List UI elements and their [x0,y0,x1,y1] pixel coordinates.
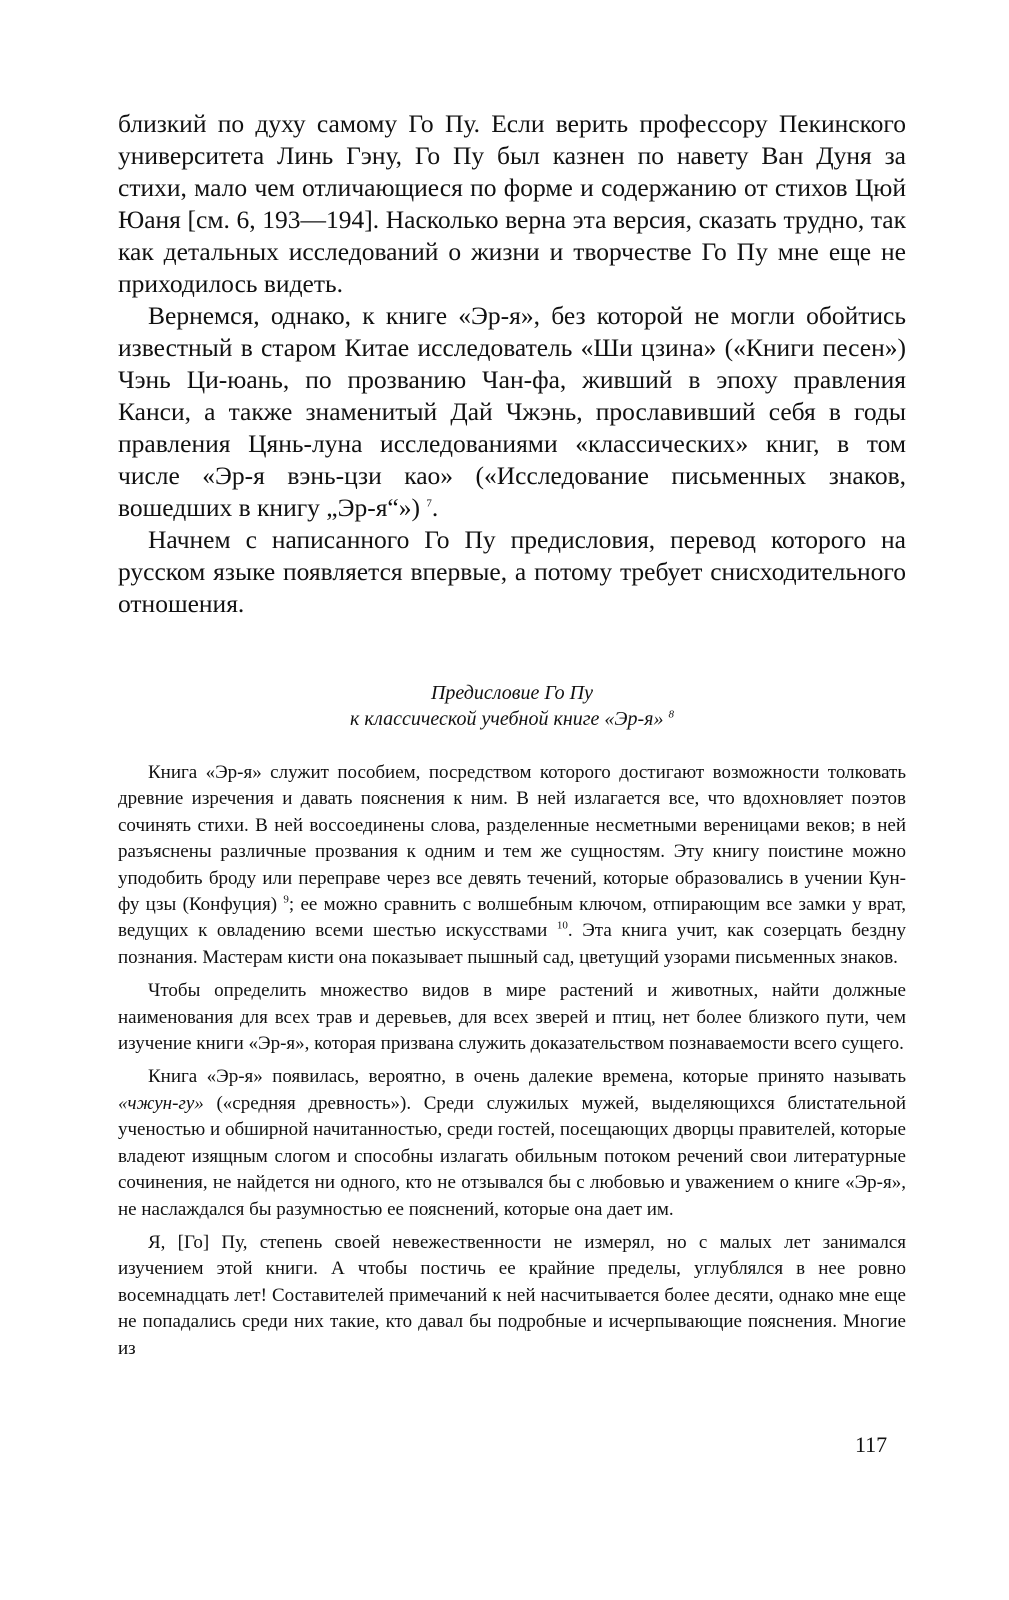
preface-paragraph-3-a: Книга «Эр-я» появилась, вероятно, в очень далекие времена, которые принято называть [148,1066,906,1088]
intro-paragraph-2-text: Вернемся, однако, к книге «Эр-я», без которой не могли обойтись известный в старом Китае исследователь «Ши цзина» («Книги песен») Чэнь Ци-юань, по прозванию Чан-фа, живший в эпоху правления Канси, а также знаменитый Дай Чжэнь, прославивший себя в годы правления Цянь-луна исследованиями «классических» книг, в том числе «Эр-я вэнь-цзи као» («Исследование письменных знаков, вошедших в книгу „Эр-я“») [118,301,906,522]
preface-text [118,760,906,1362]
intro-paragraph-3: Начнем с написанного Го Пу предисловия, перевод которого на русском языке появляется впервые, а потому требует снисходительного отношения. [118,525,906,618]
intro-paragraph-2-end: . [431,493,439,522]
footnote-ref-10: 10 [556,920,568,933]
footnote-ref-8: 8 [668,708,674,721]
intro-paragraph-2 [118,300,906,524]
preface-paragraph-3-b: («средняя древность»). Среди служилых мужей, выделяющихся блистательной ученостью и обширной начитанностью, среди гостей, посещающих дворцы правителей, которые владеют изящным слогом и способны излагать обильным потоком речений свои литературные сочинения, не найдется ни одного, кто не отзывался бы с любовью и уважением о книге «Эр-я», не наслаждался бы разумностью ее пояснений, которые она дает им. [118,1092,906,1220]
heading-line-2 [118,706,906,732]
heading-line-2-text: к классической учебной книге «Эр-я» [350,708,664,730]
preface-paragraph-4: Я, [Го] Пу, степень своей невежественности не измерял, но с малых лет занимался изучением этой книги. А чтобы постичь ее крайние пределы, углублялся в нее ровно восемнадцать лет! Составителей примечаний к ней насчитывается более десяти, однако мне еще не попадались среди них такие, кто давал бы подробные и исчерпывающие пояснения. Многие из [118,1231,906,1359]
footnote-ref-7: 7 [426,497,432,510]
preface-paragraph-1-b: ; ее можно сравнить с волшебным ключом, отпирающим все замки у врат, ведущих к овладению всеми шестью искусствами [118,894,906,942]
preface-paragraph-1-c: . Эта книга учит, как созерцать бездну познания. Мастерам кисти она показывает пышный сад, цветущий узорами письменных знаков. [118,920,906,968]
preface-paragraph-1 [118,760,906,971]
preface-paragraph-3 [118,1064,906,1222]
footnote-ref-9: 9 [283,893,289,906]
intro-text [118,108,906,620]
heading-line-1: Предисловие Го Пу [430,682,593,704]
intro-paragraph-1: близкий по духу самому Го Пу. Если верить профессору Пекинского университета Линь Гэну, Го Пу был казнен по навету Ван Дуня за стихи, мало чем отличающиеся по форме и содержанию от стихов Цюй Юаня [см. 6, 193—194]. Насколько верна эта версия, сказать трудно, так как детальных исследований о жизни и творчестве Го Пу мне еще не приходилось видеть. [118,109,906,298]
page-content [118,108,906,1369]
page-number: 117 [855,1432,888,1457]
section-heading [118,680,906,732]
preface-paragraph-1-a: Книга «Эр-я» служит пособием, посредством которого достигают возможности толковать древние изречения и давать пояснения к ним. В ней излагается все, что вдохновляет поэтов сочинять стихи. В ней воссоединены слова, разделенные несметными вереницами веков; в ней разъяснены различные прозвания к одним и тем же сущностям. Эту книгу поистине можно уподобить броду или переправе через все девять течений, которые образовались в учении Кун-фу цзы (Конфуция) [118,762,906,916]
preface-paragraph-3-italic: «чжун-гу» [118,1092,204,1114]
preface-paragraph-2: Чтобы определить множество видов в мире растений и животных, найти должные наименования для всех трав и деревьев, для всех зверей и птиц, нет более близкого пути, чем изучение книги «Эр-я», которая призвана служить доказательством познаваемости всего сущего. [118,980,906,1055]
